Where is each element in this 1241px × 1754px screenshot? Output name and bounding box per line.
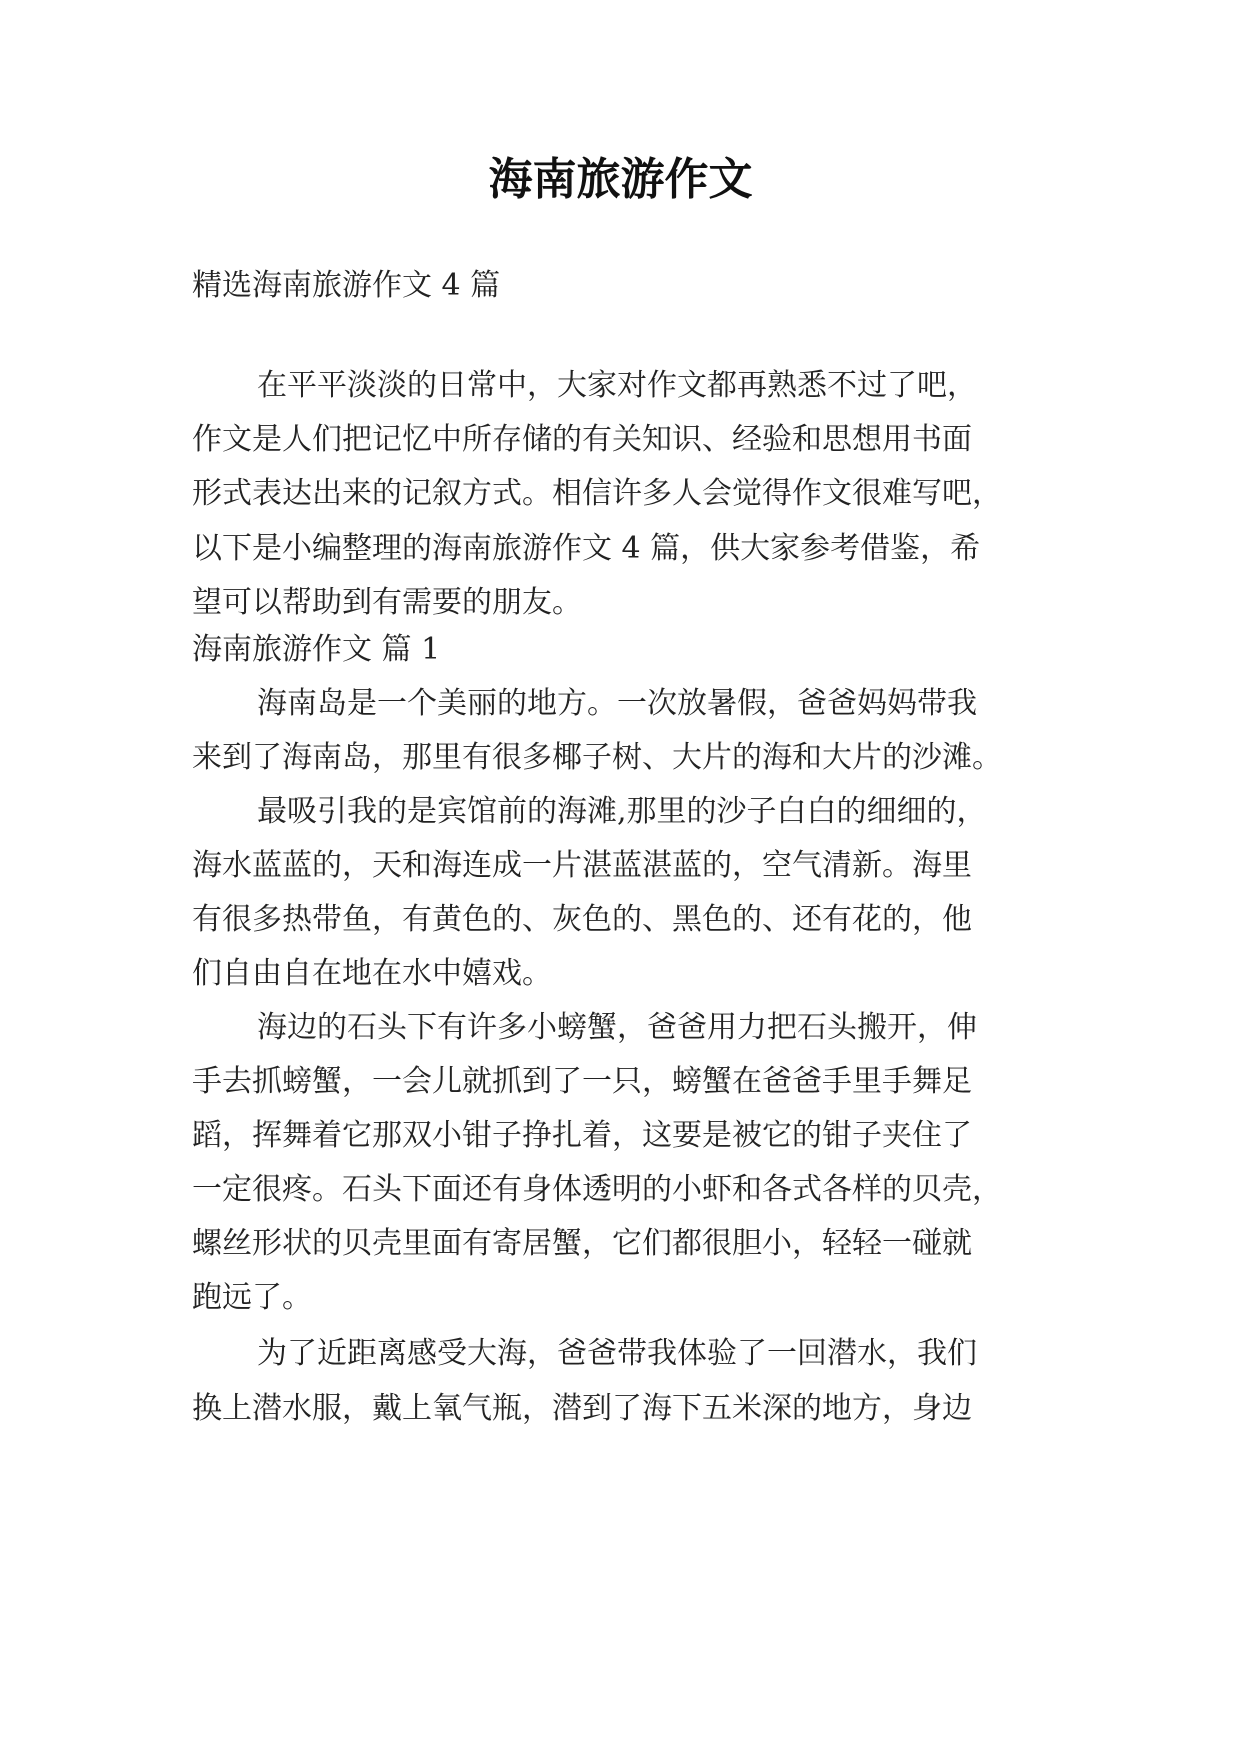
intro-line: 在平平淡淡的日常中，大家对作文都再熟悉不过了吧， (257, 368, 977, 403)
paragraph-line: 们自由自在地在水中嬉戏。 (192, 956, 552, 991)
paragraph-line: 最吸引我的是宾馆前的海滩,那里的沙子白白的细细的， (257, 794, 987, 829)
paragraph-line: 来到了海南岛，那里有很多椰子树、大片的海和大片的沙滩。 (192, 740, 1002, 775)
paragraph-line: 海水蓝蓝的，天和海连成一片湛蓝湛蓝的，空气清新。海里 (192, 848, 972, 883)
paragraph-line: 螺丝形状的贝壳里面有寄居蟹，它们都很胆小，轻轻一碰就 (192, 1226, 972, 1261)
document-subtitle: 精选海南旅游作文 4 篇 (192, 268, 501, 303)
paragraph-line: 手去抓螃蟹，一会儿就抓到了一只，螃蟹在爸爸手里手舞足 (192, 1064, 972, 1099)
paragraph-line: 一定很疼。石头下面还有身体透明的小虾和各式各样的贝壳， (192, 1172, 1002, 1207)
intro-line: 形式表达出来的记叙方式。相信许多人会觉得作文很难写吧， (192, 476, 1002, 511)
document-title: 海南旅游作文 (488, 154, 753, 205)
paragraph-line: 海南岛是一个美丽的地方。一次放暑假，爸爸妈妈带我 (257, 686, 977, 721)
paragraph-line: 有很多热带鱼，有黄色的、灰色的、黑色的、还有花的，他 (192, 902, 972, 937)
intro-line: 以下是小编整理的海南旅游作文 4 篇，供大家参考借鉴，希 (192, 531, 981, 566)
intro-line: 望可以帮助到有需要的朋友。 (192, 585, 582, 620)
paragraph-line: 跑远了。 (192, 1280, 312, 1315)
paragraph-line: 海边的石头下有许多小螃蟹，爸爸用力把石头搬开，伸 (257, 1010, 977, 1045)
section-heading: 海南旅游作文 篇 1 (192, 632, 441, 667)
intro-line: 作文是人们把记忆中所存储的有关知识、经验和思想用书面 (192, 422, 972, 457)
paragraph-line: 蹈，挥舞着它那双小钳子挣扎着，这要是被它的钳子夹住了 (192, 1118, 972, 1153)
paragraph-line: 为了近距离感受大海，爸爸带我体验了一回潜水，我们 (257, 1336, 977, 1371)
paragraph-line: 换上潜水服，戴上氧气瓶，潜到了海下五米深的地方，身边 (192, 1391, 972, 1426)
